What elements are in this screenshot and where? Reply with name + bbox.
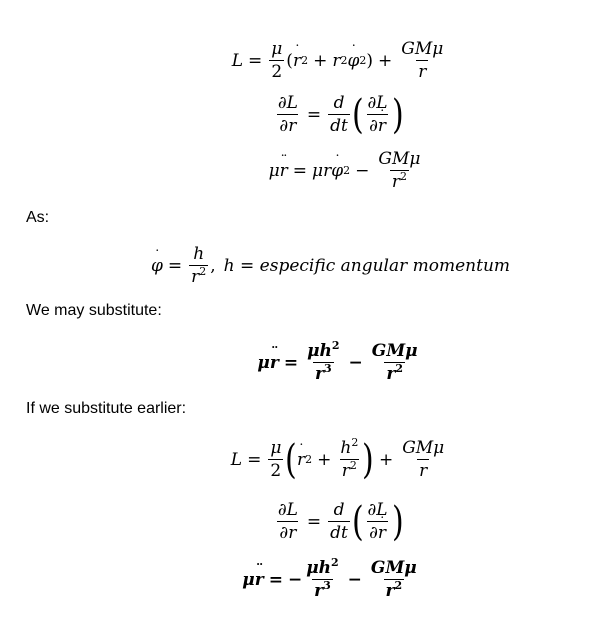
equation-lagrangian-1: L = $\frac{\mu}{2}$ ( r ˙ 2 + r 2 φ ˙ 2 ) + $\frac{\text{GMμ}}{r}$ [0,36,601,86]
equation-radial-motion-3: μ r ¨ = − $\frac{\mu h^2}{r^3}$ − $\frac{\text{GMμ}}{r^2}$ [0,556,601,604]
angular-momentum-note: h = especific angular momentum [223,255,511,276]
equation-euler-lagrange-1: $\frac{\partial L}{\partial r}$ = $\frac{d}{dt}$ ( $\frac{\partial L}{\partial r}$ ˙ ) [0,90,601,140]
label-substitute: We may substitute: [26,302,162,319]
equation-radial-motion-2: μ r ¨ = $\frac{\mu h^2}{r^3}$ − $\frac{\text{GMμ}}{r^2}$ [0,339,601,387]
label-as: As: [26,209,50,226]
equation-euler-lagrange-2: $\frac{\partial L}{\partial r}$ = $\frac{d}{dt}$ ( $\frac{\partial L}{\partial r}$ ˙ ) [0,497,601,547]
equation-radial-motion-1: μ r ¨ = μr φ ˙ 2 − $\frac{\text{GMμ}}{r^2}$ [0,148,601,194]
equation-lagrangian-2: L = $\frac{\mu}{2}$ ( r ˙ 2 + $\frac{h^2}{r^2}$ ) + $\frac{\text{GMμ}}{r}$ [0,434,601,486]
label-substitute-earlier: If we substitute earlier: [26,400,187,417]
equation-angular-momentum: φ ˙ = $\frac{h}{r^2}$ , h = especific angular momentum [0,243,601,289]
